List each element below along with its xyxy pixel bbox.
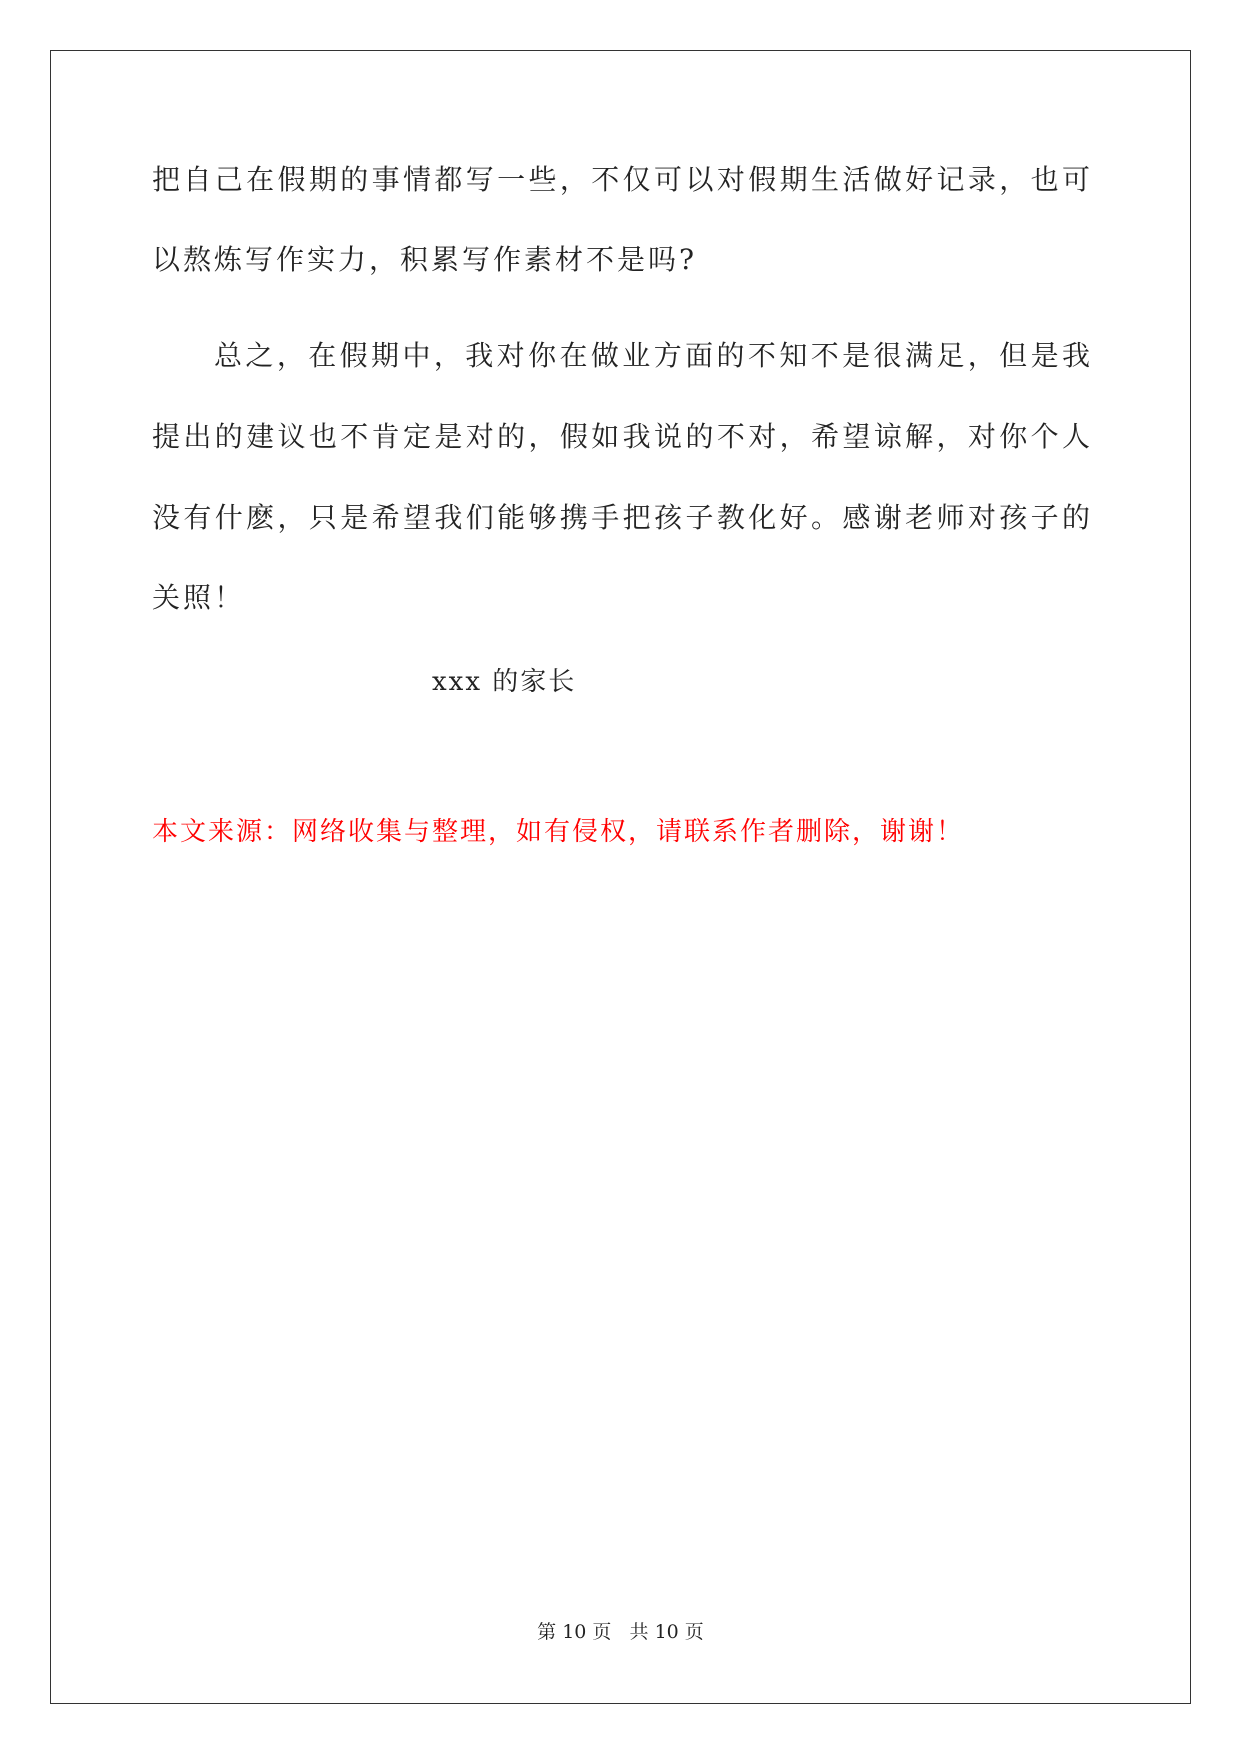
signature: xxx 的家长 — [432, 667, 577, 697]
body-line-6: 关照！ — [152, 581, 246, 614]
page-border — [50, 50, 1191, 1704]
source-note: 本文来源：网络收集与整理，如有侵权，请联系作者删除，谢谢！ — [152, 817, 965, 847]
body-line-2: 以熬炼写作实力，积累写作素材不是吗? — [152, 243, 698, 276]
body-line-5: 没有什麽，只是希望我们能够携手把孩子教化好。感谢老师对孩子的 — [152, 501, 1090, 534]
body-line-3: 总之，在假期中，我对你在做业方面的不知不是很满足，但是我 — [214, 339, 1090, 372]
page-footer: 第 10 页 共 10 页 — [537, 1621, 704, 1643]
body-line-4: 提出的建议也不肯定是对的，假如我说的不对，希望谅解，对你个人 — [152, 420, 1090, 453]
body-line-1: 把自己在假期的事情都写一些，不仅可以对假期生活做好记录，也可 — [152, 163, 1090, 196]
